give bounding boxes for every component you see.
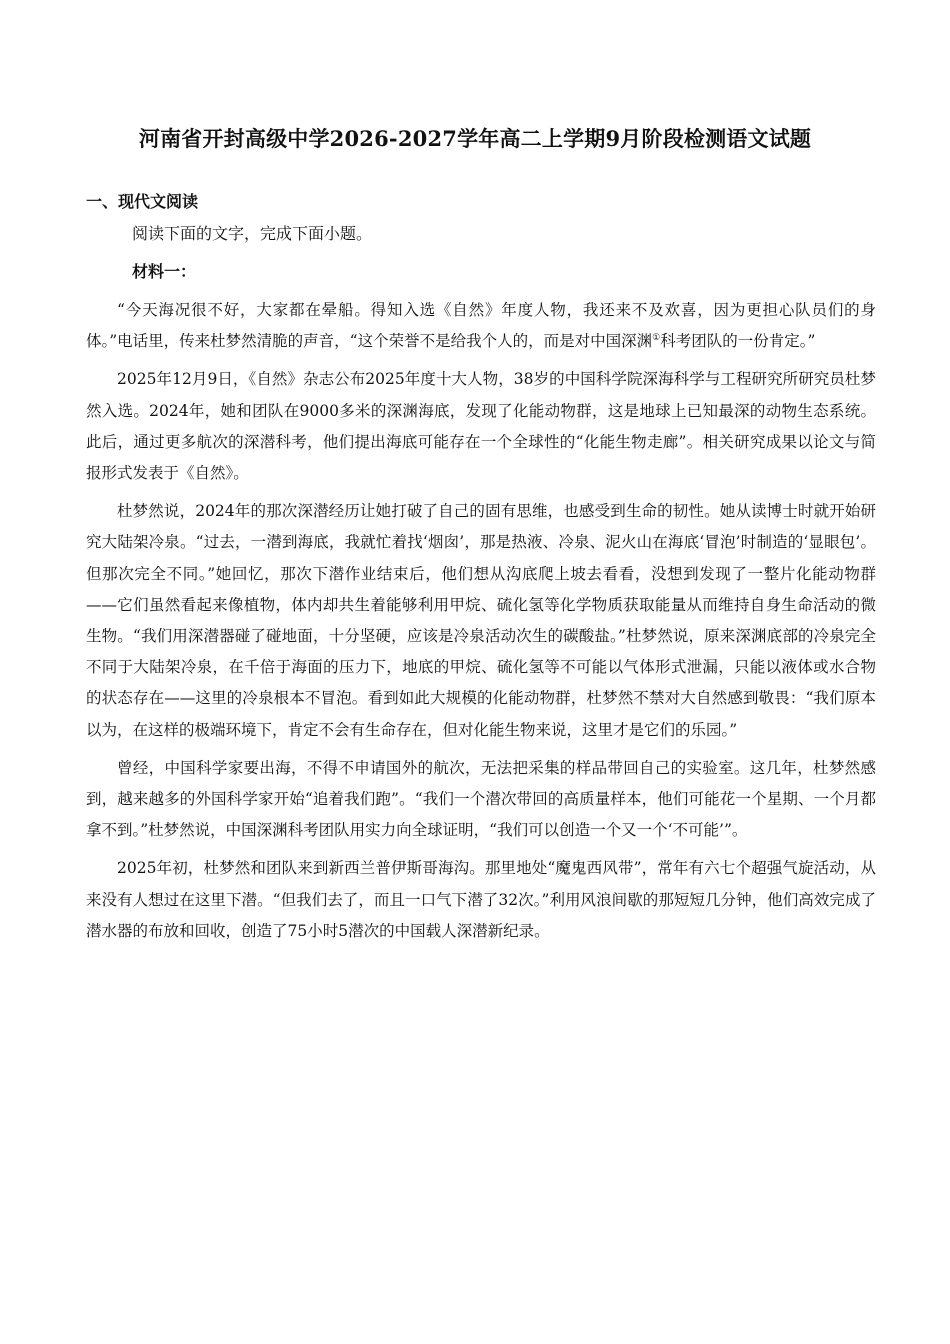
material-label: 材料一： xyxy=(132,262,197,281)
passage-paragraph: 杜梦然说，2024年的那次深潜经历让她打破了自己的固有思维，也感受到生命的韧性。她从读博士时就开始研究大陆架冷泉。“过去，一潜到海底，我就忙着找‘烟囱’，那是热液、冷泉、泥火山在海底‘冒泡’时制造的‘显眼包’。但那次完全不同。”她回忆，那次下潜作业结束后，他们想从沟底爬上坡去看看，没想到发现了一整片化能动物群——它们虽然看起来像植物，体内却共生着能够利用甲烷、硫化氢等化学物质获取能量从而维持自身生命活动的微生物。“我们用深潜器碰了碰地面，十分坚硬，应该是冷泉活动次生的碳酸盐。”杜梦然说，原来深渊底部的冷泉完全不同于大陆架冷泉，在千倍于海面的压力下，地底的甲烷、硫化氢等不可能以气体形式泄漏，只能以液体或水合物的状态存在——这里的冷泉根本不冒泡。看到如此大规模的化能动物群，杜梦然不禁对大自然感到敬畏：“我们原本以为，在这样的极端环境下，肯定不会有生命存在，但对化能生物来说，这里才是它们的乐园。” xyxy=(86,502,876,739)
document-title: 河南省开封高级中学2026-2027学年高二上学期9月阶段检测语文试题 xyxy=(138,126,812,151)
reading-instruction: 阅读下面的文字，完成下面小题。 xyxy=(132,224,373,243)
paragraph-text: “今天海况很不好，大家都在晕船。得知入选《自然》年度人物，我还来不及欢喜，因为更担心队员们的身体。”电话里，传来杜梦然清脆的声音，“这个荣誉不是给我个人的，而是对中国深渊 xyxy=(86,301,876,351)
passage-paragraph: 2025年初，杜梦然和团队来到新西兰普伊斯哥海沟。那里地处“魔鬼西风带”，常年有六七个超强气旋活动，从来没有人想过在这里下潜。“但我们去了，而且一口气下潜了32次。”利用风浪间歇的那短短几分钟，他们高效完成了潜水器的布放和回收，创造了75小时5潜次的中国载人深潜新纪录。 xyxy=(86,859,876,940)
passage-paragraph: 2025年12月9日，《自然》杂志公布2025年度十大人物，38岁的中国科学院深海科学与工程研究所研究员杜梦然入选。2024年，她和团队在9000多米的深渊海底，发现了化能动物群，这是地球上已知最深的动物生态系统。此后，通过更多航次的深潜科考，他们提出海底可能存在一个全球性的“化能生物走廊”。相关研究成果以论文与简报形式发表于《自然》。 xyxy=(86,370,876,483)
footnote-marker: ① xyxy=(652,333,661,344)
paragraph-text: 科考团队的一份肯定。” xyxy=(660,332,816,351)
passage-body xyxy=(86,295,876,954)
passage-paragraph xyxy=(86,295,876,357)
passage-paragraph: 曾经，中国科学家要出海，不得不申请国外的航次，无法把采集的样品带回自己的实验室。这几年，杜梦然感到，越来越多的外国科学家开始“追着我们跑”。“我们一个潜次带回的高质量样本，他们可能花一个星期、一个月都拿不到。”杜梦然说，中国深渊科考团队用实力向全球证明，“我们可以创造一个又一个‘不可能’”。 xyxy=(86,758,876,840)
section-heading: 一、现代文阅读 xyxy=(86,192,199,211)
